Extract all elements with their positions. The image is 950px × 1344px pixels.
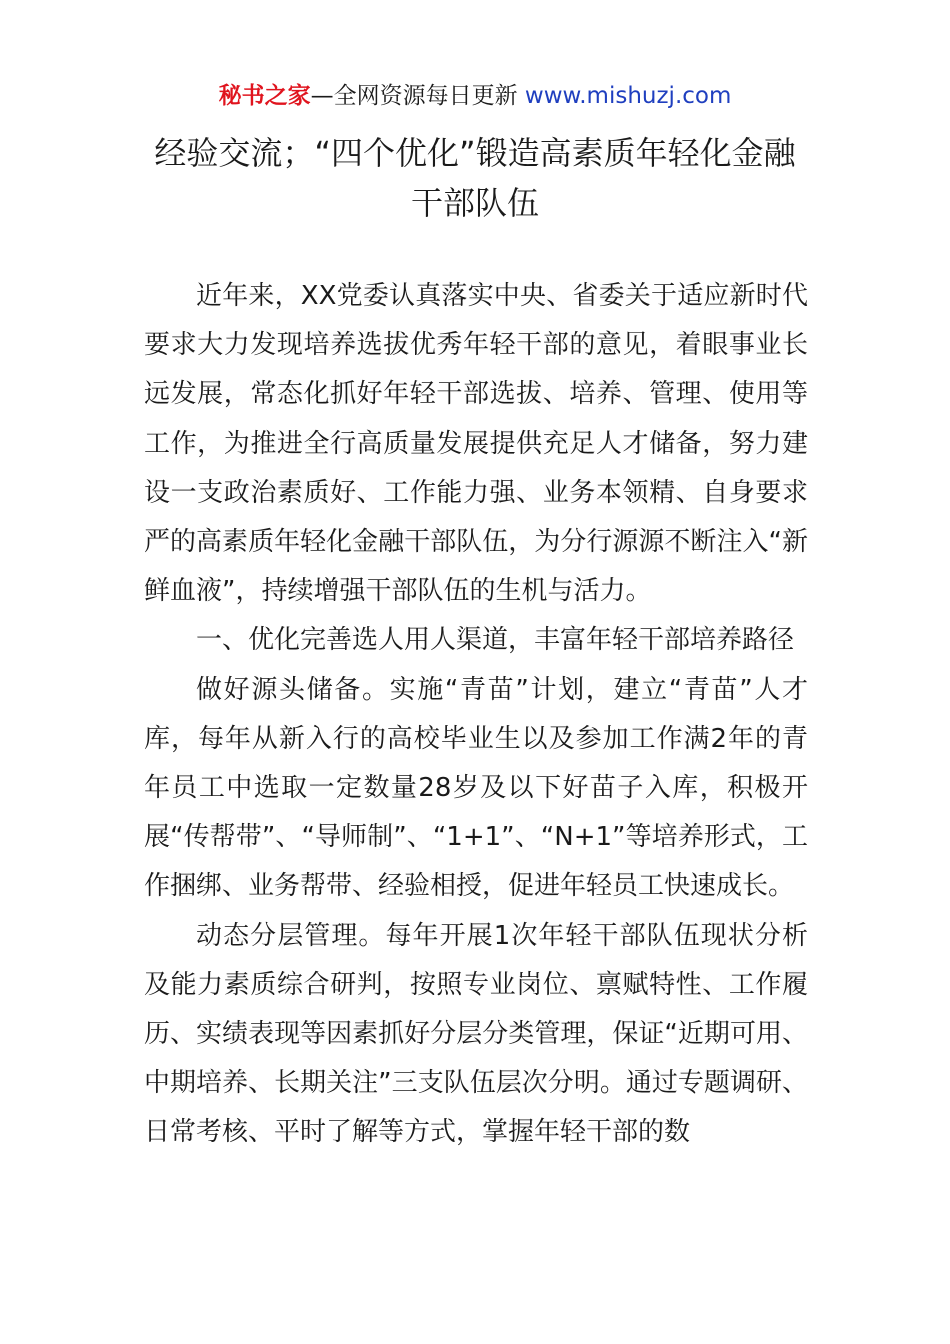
paragraph-source-reserve: 做好源头储备。实施“青苗”计划，建立“青苗”人才库，每年从新入行的高校毕业生以及参加工作满2年的青年员工中选取一定数量28岁及以下好苗子入库，积极开展“传帮带”、“导师制”、“1+1”、“N+1”等培养形式，工作捆绑、业务帮带、经验相授，促进年轻员工快速成长。 — [144, 674, 808, 902]
title-line-2: 干部队伍 — [410, 184, 539, 222]
title-line-1: 经验交流；“四个优化”锻造高素质年轻化金融 — [154, 134, 796, 172]
paragraph-intro: 近年来，XX党委认真落实中央、省委关于适应新时代要求大力发现培养选拔优秀年轻干部的意见，着眼事业长远发展，常态化抓好年轻干部选拔、培养、管理、使用等工作，为推进全行高质量发展提供充足人才储备，努力建设一支政治素质好、工作能力强、业务本领精、自身要求严的高素质年轻化金融干部队伍，为分行源源不断注入“新鲜血液”，持续增强干部队伍的生机与活力。 — [144, 281, 808, 607]
site-url-link[interactable]: www.mishuzj.com — [524, 83, 732, 109]
site-header — [0, 80, 950, 112]
paragraph-dynamic-management: 动态分层管理。每年开展1次年轻干部队伍现状分析及能力素质综合研判，按照专业岗位、禀赋特性、工作履历、实绩表现等因素抓好分层分类管理，保证“近期可用、中期培养、长期关注”三支队伍层次分明。通过专题调研、日常考核、平时了解等方式，掌握年轻干部的数 — [144, 920, 808, 1148]
brand-name: 秘书之家 — [218, 83, 311, 109]
section-heading-1: 一、优化完善选人用人渠道，丰富年轻干部培养路径 — [196, 625, 795, 656]
document-body — [144, 272, 808, 1158]
document-title — [100, 128, 850, 228]
header-tagline: —全网资源每日更新 — [310, 83, 525, 109]
